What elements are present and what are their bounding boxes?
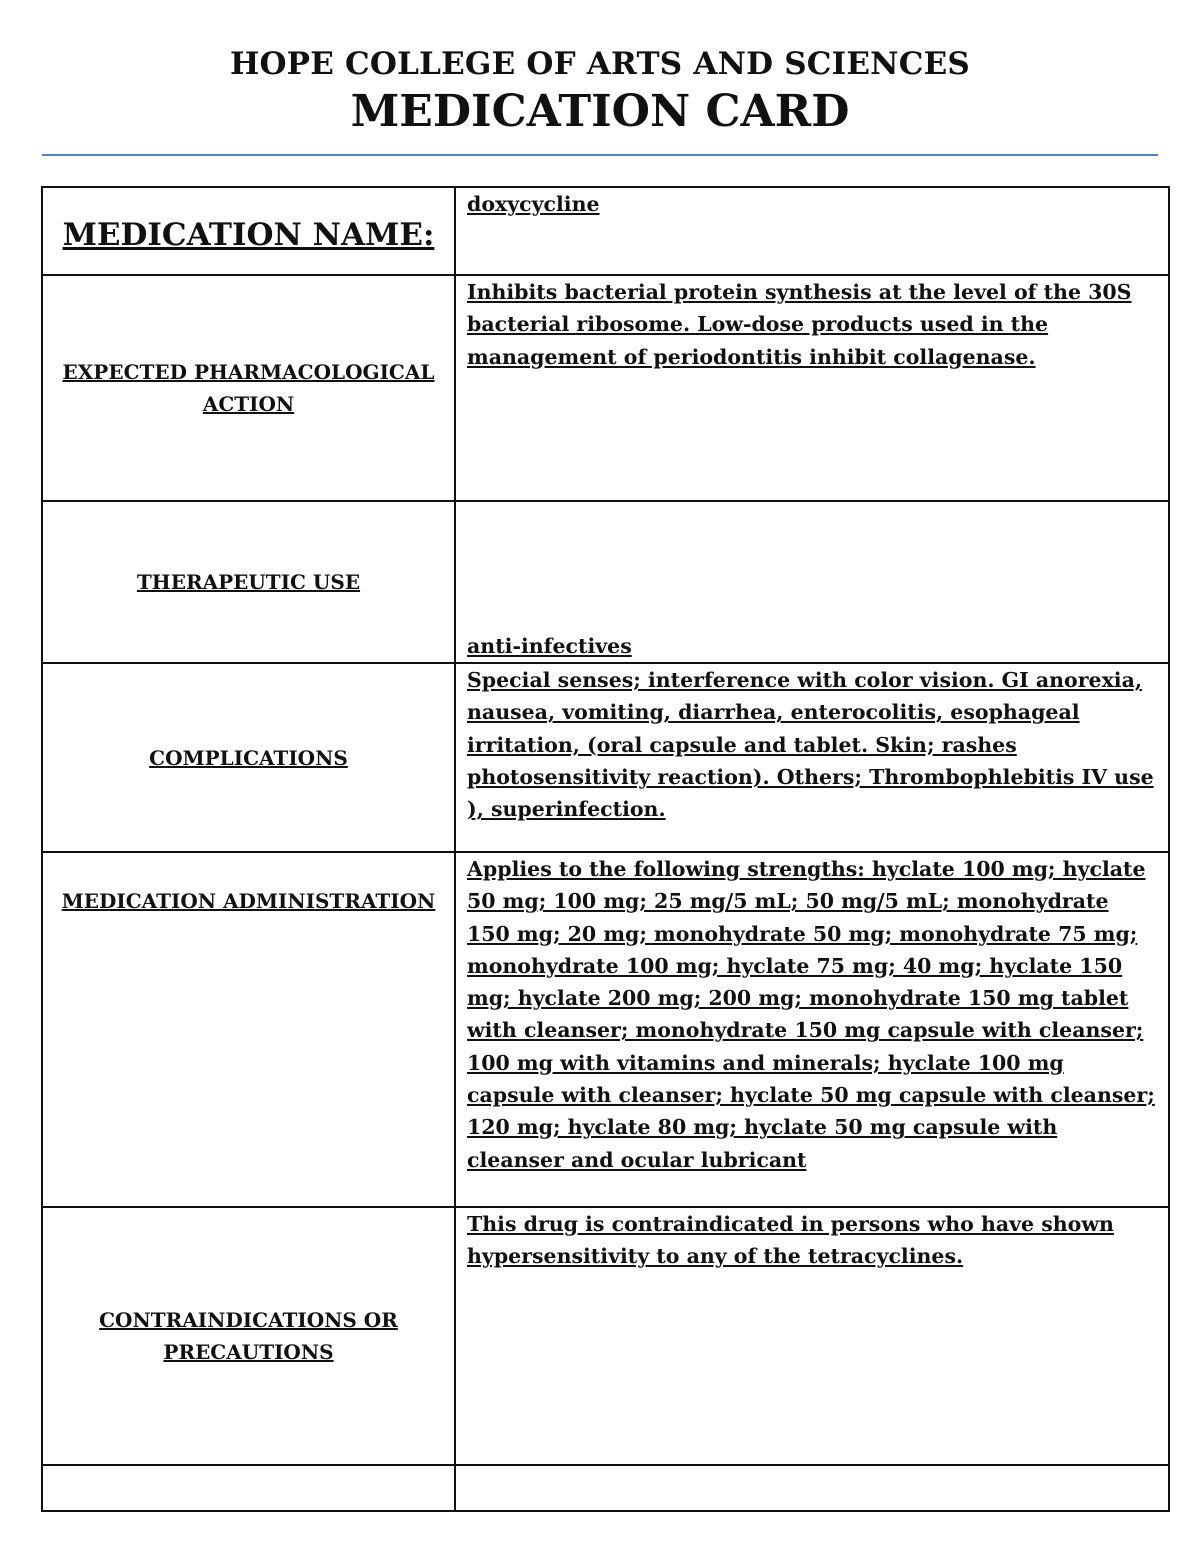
document-header bbox=[0, 44, 1200, 138]
label-therapeutic-use: THERAPEUTIC USE bbox=[42, 501, 455, 663]
label-pharmacological-action: EXPECTED PHARMACOLOGICAL ACTION bbox=[42, 275, 455, 501]
administration-text: Applies to the following strengths: hyclate 100 mg; hyclate 50 mg; 100 mg; 25 mg/5 mL; 50 mg/5 mL; monohydrate 150 mg; 20 mg; monohydrate 50 mg; monohydrate 75 mg; monohydrate 100 mg; hyclate 75 mg; 40 mg; hyclate 150 mg; hyclate 200 mg; 200 mg; monohydrate 150 mg tablet with cleanser; monohydrate 150 mg capsule with cleanser; 100 mg with vitamins and minerals; hyclate 100 mg capsule with cleanser; hyclate 50 mg capsule with cleanser; 120 mg; hyclate 80 mg; hyclate 50 mg capsule with cleanser and ocular lubricant bbox=[467, 857, 1155, 1172]
label-contraindications: CONTRAINDICATIONS OR PRECAUTIONS bbox=[42, 1207, 455, 1465]
value-pharmacological-action bbox=[455, 275, 1169, 501]
value-contraindications bbox=[455, 1207, 1169, 1465]
therapeutic-use-text: anti-infectives bbox=[467, 633, 632, 658]
card-title: MEDICATION CARD bbox=[350, 86, 850, 137]
row-medication-name bbox=[42, 187, 1169, 275]
medication-card-table bbox=[41, 186, 1170, 1512]
row-empty bbox=[42, 1465, 1169, 1511]
label-complications: COMPLICATIONS bbox=[42, 663, 455, 852]
college-name: HOPE COLLEGE OF ARTS AND SCIENCES bbox=[229, 46, 971, 82]
value-therapeutic-use bbox=[455, 501, 1169, 663]
row-administration bbox=[42, 852, 1169, 1207]
row-contraindications bbox=[42, 1207, 1169, 1465]
row-pharmacological-action bbox=[42, 275, 1169, 501]
label-medication-name: MEDICATION NAME: bbox=[42, 187, 455, 275]
value-administration bbox=[455, 852, 1169, 1207]
label-administration: MEDICATION ADMINISTRATION bbox=[42, 852, 455, 1207]
empty-value-cell bbox=[455, 1465, 1169, 1511]
value-medication-name bbox=[455, 187, 1169, 275]
row-therapeutic-use bbox=[42, 501, 1169, 663]
row-complications bbox=[42, 663, 1169, 852]
value-complications bbox=[455, 663, 1169, 852]
pharmacological-action-text: Inhibits bacterial protein synthesis at the level of the 30S bacterial ribosome. Low-dose products used in the management of periodontitis inhibit collagenase. bbox=[467, 280, 1132, 369]
header-divider bbox=[42, 154, 1158, 156]
medication-name-text: doxycycline bbox=[467, 192, 600, 216]
empty-label-cell bbox=[42, 1465, 455, 1511]
complications-text: Special senses; interference with color vision. GI anorexia, nausea, vomiting, diarrhea, enterocolitis, esophageal irritation, (oral capsule and tablet. Skin; rashes photosensitivity reaction). Others; Thrombophlebitis IV use ), superinfection. bbox=[467, 668, 1154, 822]
contraindications-text: This drug is contraindicated in persons who have shown hypersensitivity to any of the tetracyclines. bbox=[467, 1212, 1114, 1269]
